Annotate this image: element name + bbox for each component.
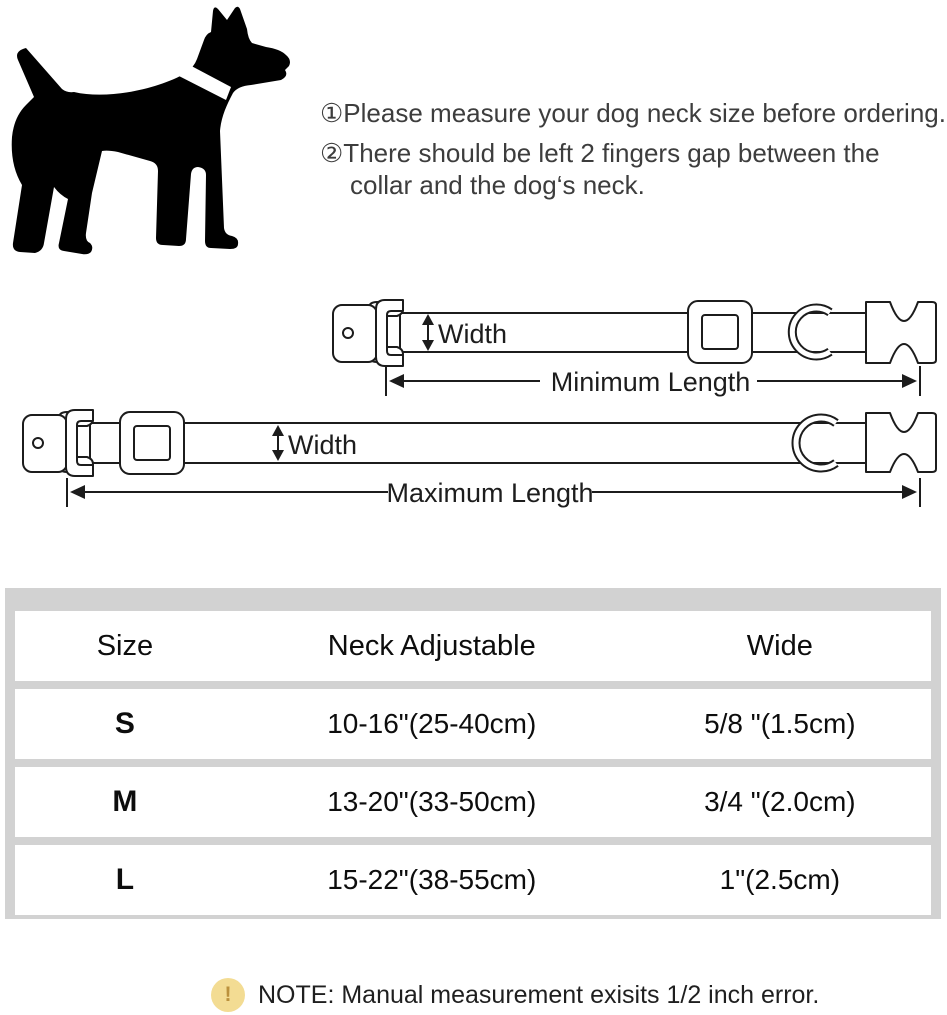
measuring-instructions <box>320 97 946 201</box>
col-header-size: Size <box>96 629 154 662</box>
neck-value: 13-20"(33-50cm) <box>327 786 537 817</box>
slider-buckle <box>688 301 752 363</box>
table-row-m <box>15 767 931 837</box>
wide-value: 5/8 "(1.5cm) <box>704 708 856 739</box>
buckle-female <box>333 300 403 366</box>
note <box>211 976 819 1014</box>
instruction-2: ②There should be left 2 fingers gap between the <box>320 138 880 168</box>
size-table <box>5 588 941 919</box>
instruction-2-continued: collar and the dog‘s neck. <box>350 170 645 200</box>
maximum-length-label: Maximum Length <box>386 478 594 508</box>
size-value: L <box>115 863 135 896</box>
table-row-s <box>15 689 931 759</box>
slider-buckle <box>120 412 184 474</box>
buckle-female <box>23 410 93 476</box>
minimum-length-label: Minimum Length <box>550 367 751 397</box>
col-header-wide: Wide <box>746 629 813 662</box>
neck-value: 10-16"(25-40cm) <box>327 708 537 739</box>
wide-value: 3/4 "(2.0cm) <box>704 786 856 817</box>
neck-value: 15-22"(38-55cm) <box>327 864 537 895</box>
buckle-male <box>866 302 936 363</box>
size-value: M <box>112 785 138 818</box>
collar-strap <box>90 423 868 463</box>
table-header-row <box>15 611 931 681</box>
col-header-neck-adjustable: Neck Adjustable <box>327 629 536 662</box>
note-text: NOTE: Manual measurement exisits 1/2 inch error. <box>258 980 820 1009</box>
instruction-1: ①Please measure your dog neck size before ordering. <box>320 98 946 128</box>
table-row-l <box>15 845 931 915</box>
width-label-max: Width <box>288 430 358 460</box>
size-value: S <box>114 707 135 740</box>
buckle-male <box>866 413 936 472</box>
width-label-min: Width <box>438 319 508 349</box>
exclamation-icon: ! <box>211 978 245 1012</box>
wide-value: 1"(2.5cm) <box>719 864 841 895</box>
dog-silhouette-icon <box>10 5 294 263</box>
